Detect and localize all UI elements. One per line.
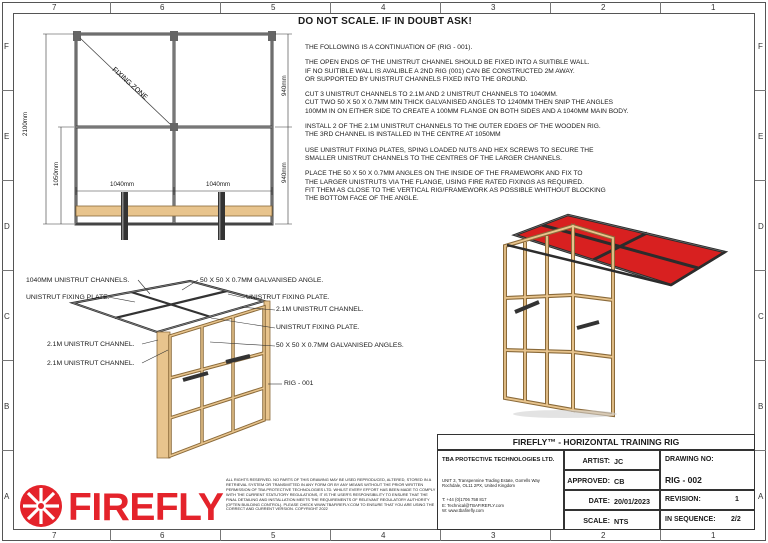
revision-label: REVISION:	[665, 496, 701, 503]
fixing-zone-label: FIXING ZONE	[110, 66, 149, 102]
callout-fixing-plate-right: UNISTRUT FIXING PLATE.	[246, 294, 330, 301]
scale-value: NTS	[614, 517, 629, 526]
note-item: CUT 3 UNISTRUT CHANNELS TO 2.1M AND 2 UNISTRUT CHANNELS TO 1040MM. CUT TWO 50 X 50 X 0.7MM MIN THICK GALVANISED ANGLES TO 1240MM THEN SNIP THE ANGLES 100MM IN ON EITHER SIDE TO CREATE A 100MM FLANGE ON BOTH SIDES AND A 1040MM MAIN BODY.	[305, 91, 629, 115]
scale-row	[564, 510, 660, 530]
note-item: THE OPEN ENDS OF THE UNISTRUT CHANNEL SHOULD BE FIXED INTO A SUITIBLE WALL. IF NO SUITIBLE WALL IS AVALIBLE A 2ND RIG (001) CAN BE CONSTRUCTED 2M AWAY. OR SUPPORTED BY UNISTRUT CHANNELS FIXED INTO THE GROUND.	[305, 59, 590, 83]
callout-fixing-plate-mid: UNISTRUT FIXING PLATE.	[276, 324, 360, 331]
grid-row-left: B	[4, 402, 10, 411]
dim-left-width: 1040mm	[110, 181, 135, 188]
do-not-scale-warning: DO NOT SCALE. IF IN DOUBT ASK!	[298, 16, 472, 27]
callout-fixing-plate-left: UNISTRUT FIXING PLATE.	[26, 294, 110, 301]
grid-col-top: 1	[711, 3, 716, 12]
artist-label: ARTIST:	[582, 456, 610, 465]
date-row	[564, 490, 660, 510]
dim-upper-right: 940mm	[281, 75, 288, 96]
company-email: E: Technical@TBAFIREFLY.com	[442, 502, 504, 508]
firefly-emblem-icon	[18, 483, 64, 529]
assembly-notes	[305, 44, 715, 210]
company-tel: T: +44 (0)1706 758 817	[442, 497, 487, 502]
grid-row-right: C	[758, 312, 764, 321]
grid-row-left: D	[4, 222, 10, 231]
grid-row-right: A	[758, 492, 764, 501]
callout-galvanised-angle: 50 X 50 X 0.7MM GALVANISED ANGLE.	[200, 277, 324, 284]
grid-col-bottom: 1	[711, 531, 716, 540]
grid-col-top: 5	[271, 3, 276, 12]
isometric-render	[495, 200, 735, 425]
grid-col-bottom: 2	[601, 531, 606, 540]
firefly-wordmark: FIREFLY	[68, 486, 224, 529]
grid-col-bottom: 4	[381, 531, 386, 540]
grid-col-top: 7	[52, 3, 57, 12]
scale-label: SCALE:	[583, 516, 610, 525]
grid-row-left: C	[4, 312, 10, 321]
copyright-notice: ALL RIGHTS RESERVED. NO PARTS OF THIS DRAWING MAY BE USED REPRODUCED, ALTERED, STORED IN A RETRIEVAL SYSTEM OR TRANSMITTED IN ANY FORM OR BY ANY MEANS WITHOUT THE PRIOR WRITTEN PERMISSION OF TBA PROTECTIVE TECHNOLOGIES LTD. WHILST EVERY EFFORT HAS BEEN MADE TO COMPLY WITH THE CURRENT STATUTORY REGULATIONS, IT IS THE USER'S RESPONSIBILITY TO ENSURE THAT THE FINAL DETAILING AND INSTALLATION MEETS THE REQUIREMENTS OF RELEVANT REGULATORY AUTHORITY (OFTEN BUILDING CONTROL). PLEASE CHECK WWW.TBAFIREFLY.COM TO ENSURE THAT YOU ARE USING THE CORRECT AND CURRENT VERSION. COPYRIGHT 2022	[226, 477, 436, 512]
grid-row-right: E	[758, 132, 764, 141]
date-label: DATE:	[588, 496, 610, 505]
dim-lower-height: 1050mm	[53, 161, 60, 186]
sequence-label: IN SEQUENCE:	[665, 516, 716, 523]
dim-total-height: 2100mm	[22, 111, 29, 136]
grid-col-bottom: 6	[160, 531, 165, 540]
callout-galvanised-angles: 50 X 50 X 0.7MM GALVANISED ANGLES.	[276, 342, 404, 349]
grid-col-bottom: 5	[271, 531, 276, 540]
note-item: THE FOLLOWING IS A CONTINUATION OF (RIG - 001).	[305, 44, 473, 51]
callout-21m-channel-b: 2.1M UNISTRUT CHANNEL.	[47, 360, 135, 367]
date-value: 20/01/2023	[614, 497, 650, 506]
grid-row-left: E	[4, 132, 10, 141]
grid-col-top: 2	[601, 3, 606, 12]
grid-col-top: 4	[381, 3, 386, 12]
company-address: UNIT 3, Transpennine Trading Estate, Gorrells Way Rochdale, OL11 2PX, United Kingdom	[442, 478, 540, 489]
company-block	[437, 450, 564, 530]
grid-col-top: 6	[160, 3, 165, 12]
grid-row-left: A	[4, 492, 10, 501]
revision-value: 1	[735, 496, 739, 503]
callout-unistrut-1040: 1040MM UNISTRUT CHANNELS.	[26, 277, 130, 284]
note-item: USE UNISTRUT FIXING PLATES, SPING LOADED NUTS AND HEX SCREWS TO SECURE THE SMALLER UNISTRUT CHANNELS TO THE CENTRES OF THE LARGER CHANNELS.	[305, 146, 594, 162]
callout-21m-channel-a: 2.1M UNISTRUT CHANNEL.	[47, 341, 135, 348]
grid-row-left: F	[4, 42, 9, 51]
approved-row	[564, 470, 660, 490]
front-elevation-drawing	[30, 20, 305, 245]
artist-value: JC	[614, 457, 624, 466]
isometric-exploded-drawing	[0, 260, 430, 475]
approved-value: CB	[614, 477, 625, 486]
dim-right-width: 1040mm	[206, 181, 231, 188]
artist-row	[564, 450, 660, 470]
revision-cell	[660, 490, 755, 510]
grid-row-right: D	[758, 222, 764, 231]
note-item: INSTALL 2 OF THE 2.1M UNISTRUT CHANNELS TO THE OUTER EDGES OF THE WOODEN RIG. THE 3RD CHANNEL IS INSTALLED IN THE CENTRE AT 1050MM	[305, 123, 601, 139]
sequence-cell	[660, 510, 755, 530]
grid-row-right: F	[758, 42, 763, 51]
callout-21m-channel-right: 2.1M UNISTRUT CHANNEL.	[276, 306, 364, 313]
dim-lower-right: 940mm	[281, 162, 288, 183]
drawing-number-cell	[660, 450, 755, 490]
note-item: PLACE THE 50 X 50 X 0.7MM ANGLES ON THE INSIDE OF THE FRAMEWORK AND FIX TO THE LARGER UNISTRUTS VIA THE FLANGE, USING FIRE RATED FIXINGS AS REQUIRED. FIT THEM AS CLOSE TO THE VERTICAL RIG/FRAMEWORK AS POSSIBLE WHITHOUT BLOCKING THE BOTTOM FACE OF THE ANGLE.	[305, 170, 606, 203]
grid-col-bottom: 3	[491, 531, 496, 540]
company-web: W: www.tbafirefly.com	[442, 508, 484, 514]
sequence-value: 2/2	[731, 516, 741, 523]
approved-label: APPROVED:	[567, 476, 610, 485]
grid-col-top: 3	[491, 3, 496, 12]
drawing-title: FIREFLY™ - HORIZONTAL TRAINING RIG	[437, 434, 755, 450]
grid-col-bottom: 7	[52, 531, 57, 540]
company-name: TBA PROTECTIVE TECHNOLOGIES LTD.	[442, 457, 555, 463]
callout-rig-ref: RIG - 001	[284, 380, 314, 387]
grid-row-right: B	[758, 402, 764, 411]
drawing-number-value: RIG - 002	[665, 475, 702, 485]
drawing-number-label: DRAWING NO:	[665, 456, 714, 463]
firefly-logo	[18, 483, 224, 531]
company-contact	[442, 497, 562, 514]
